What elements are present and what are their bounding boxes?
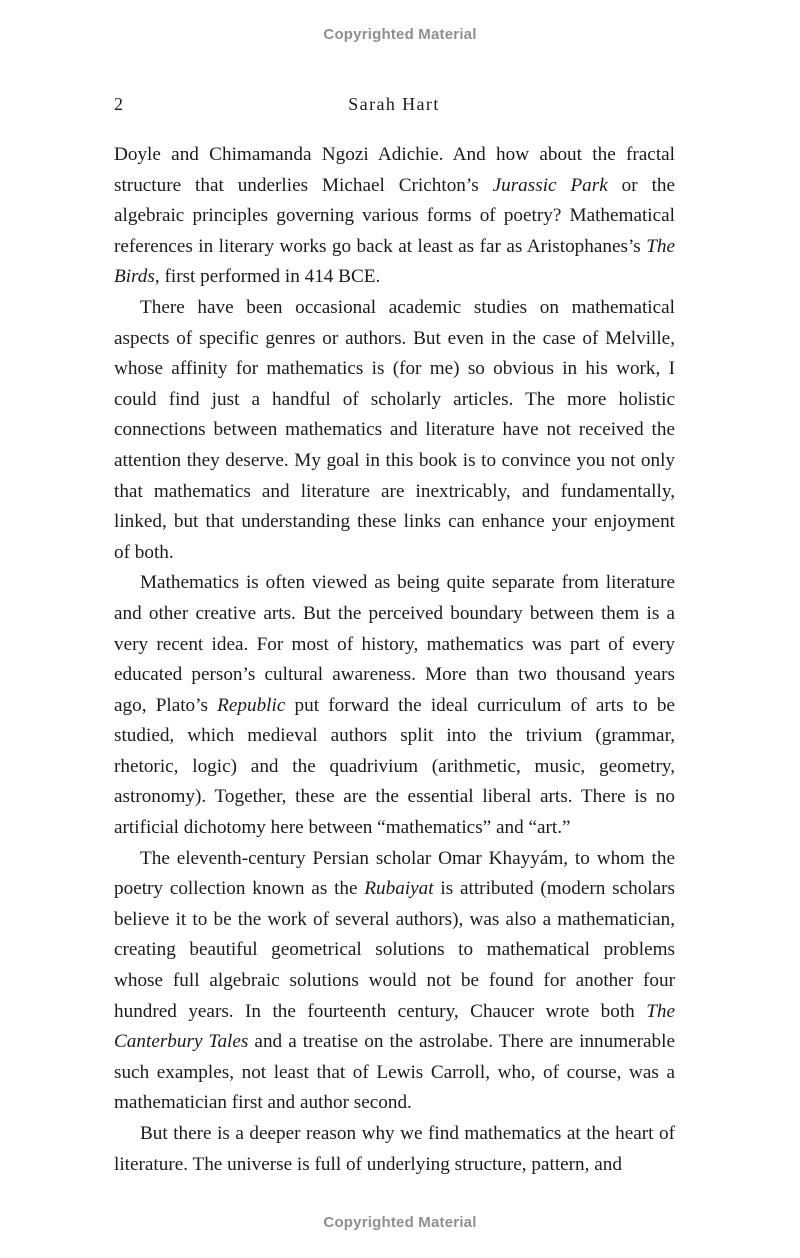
text-segment: is attributed (modern scholars believe it to be the work of several authors), was also a mathematician, creating beautiful geometrical solutions to mathematical problems whose full algebraic solutions would not be found for another four hundred years. In the fourteenth century, Chaucer wrote both xyxy=(114,878,676,1022)
text-segment: There have been occasional academic studies on mathematical aspects of specific genres or authors. But even in the case of Melville, whose affinity for mathematics is (for me) so obvious in his work, I could find just a handful of scholarly articles. The more holistic connections between mathematics and literature have not received the attention they deserve. My goal in this book is to convince you not only that mathematics and literature are inextricably, and fundamentally, linked, but that understanding these links can enhance your enjoyment of both. xyxy=(114,296,675,563)
title-rubaiyat: Rubaiyat xyxy=(364,878,434,900)
text-segment: , first performed in 414 BCE. xyxy=(154,266,381,288)
text-segment: Mathematics is often viewed as being quite separate from literature and other creative arts. But the perceived boundary between them is a very recent idea. For most of history, mathematics was part of every educated person’s cultural awareness. More than two thousand years ago, Plato’s xyxy=(114,572,675,716)
text-segment: The eleventh-century Persian scholar Omar Khayyám, to whom the poetry collection known as the xyxy=(114,847,675,900)
title-republic: Republic xyxy=(217,694,286,716)
paragraph-4 xyxy=(114,844,675,1119)
paragraph-5 xyxy=(114,1119,675,1180)
text-segment: and a treatise on the astrolabe. There are innumerable such examples, not least that of Lewis Carroll, who, of course, was a mathematician first and author second. xyxy=(114,1031,675,1114)
copyright-watermark-top: Copyrighted Material xyxy=(323,26,477,43)
title-the-birds: The Birds xyxy=(114,235,675,288)
title-jurassic-park: Jurassic Park xyxy=(492,174,608,196)
copyright-watermark-bottom: Copyrighted Material xyxy=(323,1214,477,1231)
paragraph-3 xyxy=(114,568,675,843)
running-title-author: Sarah Hart xyxy=(348,94,440,114)
running-header xyxy=(114,94,674,122)
paragraph-2 xyxy=(114,293,675,568)
page-body xyxy=(114,140,675,1180)
text-segment: put forward the ideal curriculum of arts to be studied, which medieval authors split into the trivium (grammar, rhetoric, logic) and the quadrivium (arithmetic, music, geometry, astronomy). Together, these are the essential liberal arts. There is no artificial dichotomy here between “mathematics” and “art.” xyxy=(114,694,675,839)
paragraph-1-continued xyxy=(114,140,675,293)
text-segment: Doyle and Chimamanda Ngozi Adichie. And how about the fractal structure that underlies Michael Crichton’s xyxy=(114,144,675,196)
page-number: 2 xyxy=(114,94,123,114)
title-canterbury-tales: The Canterbury Tales xyxy=(114,1000,675,1053)
text-segment: But there is a deeper reason why we find mathematics at the heart of literature. The universe is full of underlying structure, pattern, and xyxy=(114,1123,675,1175)
text-segment: or the algebraic principles governing various forms of poetry? Mathematical references in literary works go back at least as far as Aristophanes’s xyxy=(114,174,676,257)
